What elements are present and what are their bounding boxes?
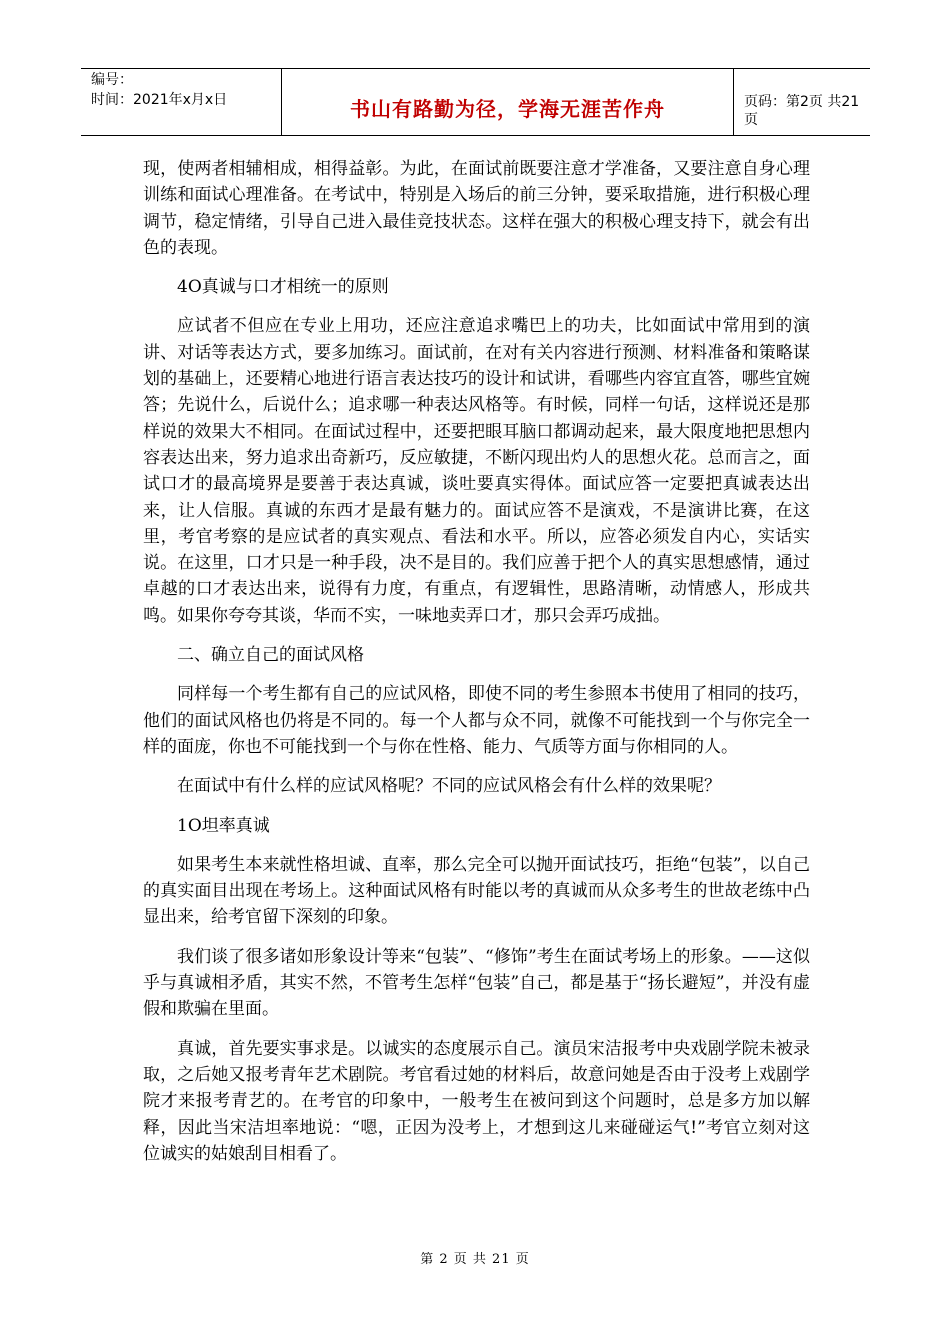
body-paragraph: 应试者不但应在专业上用功，还应注意追求嘴巴上的功夫，比如面试中常用到的演讲、对话等表达方式，要多加练习。面试前，在对有关内容进行预测、材料准备和策略谋划的基础上，还要精心地进行语言表达技巧的设计和试讲，看哪些内容宜直答，哪些宜婉答；先说什么，后说什么；追求哪一种表达风格等。有时候，同样一句话，这样说还是那样说的效果大不相同。在面试过程中，还要把眼耳脑口都调动起来，最大限度地把思想内容表达出来，努力追求出奇新巧，反应敏捷，不断闪现出灼人的思想火花。总而言之，面试口才的最高境界是要善于表达真诚，谈吐要真实得体。面试应答一定要把真诚表达出来，让人信服。真诚的东西才是最有魅力的。面试应答不是演戏，不是演讲比赛，在这里，考官考察的是应试者的真实观点、看法和水平。所以，应答必须发自内心，实话实说。在这里，口才只是一种手段，决不是目的。我们应善于把个人的真实思想感情，通过卓越的口才表达出来，说得有力度，有重点，有逻辑性，思路清晰，动情感人，形成共鸣。如果你夸夸其谈，华而不实，一味地卖弄口才，那只会弄巧成拙。	[143, 316, 810, 626]
header-info-cell	[81, 69, 282, 135]
body-paragraph: 在面试中有什么样的应试风格呢？不同的应试风格会有什么样的效果呢？	[177, 776, 721, 797]
section-heading: 4O真诚与口才相统一的原则	[177, 277, 389, 298]
section-heading: 二、确立自己的面试风格	[177, 645, 364, 666]
document-body	[143, 156, 810, 1180]
header-motto-cell	[282, 69, 734, 135]
document-number-label: 编号：	[91, 72, 133, 88]
document-date-label: 时间：2021年x月x日	[91, 92, 228, 108]
page-footer: 第 2 页 共 21 页	[420, 1252, 530, 1267]
header-page-info: 页码：第2页 共21页	[744, 94, 860, 128]
body-paragraph: 同样每一个考生都有自己的应试风格，即使不同的考生参照本书使用了相同的技巧，他们的面试风格也仍将是不同的。每一个人都与众不同，就像不可能找到一个与你完全一样的面庞，你也不可能找到一个与你在性格、能力、气质等方面与你相同的人。	[143, 684, 810, 757]
header-motto: 书山有路勤为径，学海无涯苦作舟	[350, 97, 665, 121]
body-paragraph: 现，使两者相辅相成，相得益彰。为此，在面试前既要注意才学准备，又要注意自身心理训练和面试心理准备。在考试中，特别是入场后的前三分钟，要采取措施，进行积极心理调节，稳定情绪，引导自己进入最佳竞技状态。这样在强大的积极心理支持下，就会有出色的表现。	[143, 159, 810, 258]
body-paragraph: 我们谈了很多诸如形象设计等来“包装”、“修饰”考生在面试考场上的形象。——这似乎与真诚相矛盾，其实不然，不管考生怎样“包装”自己，都是基于“扬长避短”，并没有虚假和欺骗在里面。	[143, 946, 810, 1020]
page-header	[81, 68, 870, 136]
body-paragraph: 真诚，首先要实事求是。以诚实的态度展示自己。演员宋洁报考中央戏剧学院未被录取，之后她又报考青年艺术剧院。考官看过她的材料后，故意问她是否由于没考上戏剧学院才来报考青艺的。在考官的印象中，一般考生在被问到这个问题时，总是多方加以解释，因此当宋洁坦率地说：“嗯，正因为没考上，才想到这儿来碰碰运气!”考官立刻对这位诚实的姑娘刮目相看了。	[143, 1038, 810, 1164]
body-paragraph: 如果考生本来就性格坦诚、直率，那么完全可以抛开面试技巧，拒绝“包装”，以自己的真实面目出现在考场上。这种面试风格有时能以考的真诚而从众多考生的世故老练中凸显出来，给考官留下深刻的印象。	[143, 854, 810, 928]
section-heading: 1O坦率真诚	[177, 815, 270, 836]
header-page-cell	[734, 69, 870, 135]
